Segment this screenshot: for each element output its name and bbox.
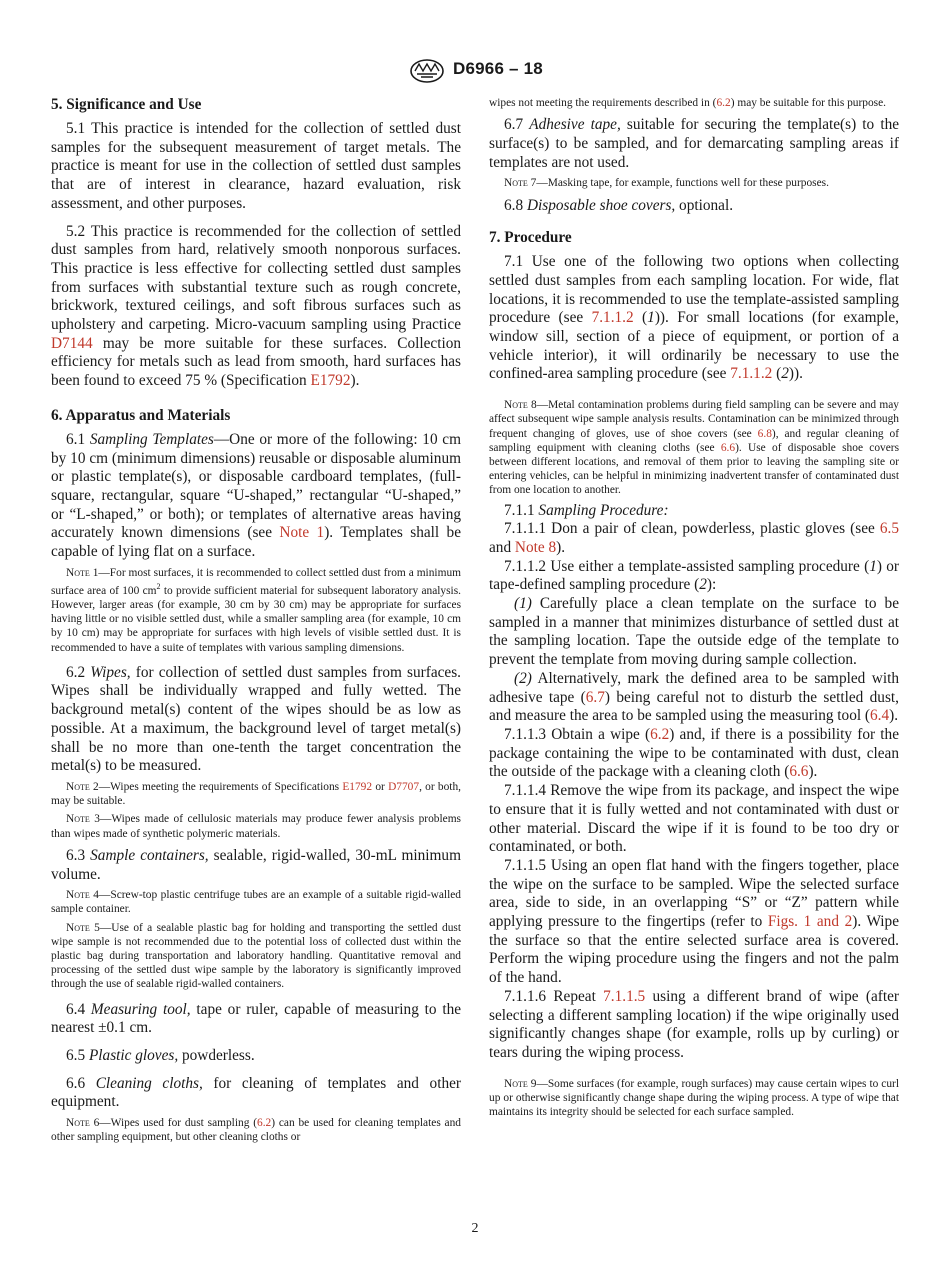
paragraph-6-3: 6.3 Sample containers, sealable, rigid-walled, 30-mL minimum volume. — [51, 846, 461, 883]
note-9: Note 9—Some surfaces (for example, rough surfaces) may cause certain wipes to curl up or otherwise significantly change shape during the wiping process. A type of wipe that maintains its integrity should be selected for each surface sampled. — [489, 1077, 899, 1119]
paragraph-7-1-1-6: 7.1.1.6 Repeat 7.1.1.5 using a different brand of wipe (after selecting a different sampling location) if the wipe originally used significantly changes shape (for example, rolls up by curling) or tears during the wiping process. — [489, 987, 899, 1061]
link-7-1-1-2-a[interactable]: 7.1.1.2 — [591, 309, 634, 327]
note-2: Note 2—Wipes meeting the requirements of Specifications E1792 or D7707, or both, may be suitable. — [51, 781, 462, 808]
note-1: Note 1—For most surfaces, it is recommended to collect settled dust from a minimum surface area of 100 $cm^2$ to provide sufficient material for subsequent laboratory analysis. However, larger areas (for example, 30 cm by 30 cm) may be appropriate for surfaces having little or no visible settled dust, while a smaller sampling area (for example, 10 cm by 10 cm) may be appropriate for surfaces with high levels of visible settled dust. It is recommended to have a suite of templates with various sampling dimensions. — [51, 566, 461, 654]
paragraph-5-2: 5.2 This practice is recommended for the collection of settled dust samples from hard, relatively smooth nonporous surfaces. This practice is less effective for collecting settled dust samples from surfaces with substantial texture such as rough concrete, brickwork, textured ceilings, and soft fibrous surfaces such as upholstery and carpeting. Micro-vacuum sampling using Practice D7144 may be more suitable for these surfaces. Collection efficiency for metals such as lead from smooth, hard surfaces has been found to exceed 75 % (Specification E1792). — [51, 222, 461, 390]
note-6-continued: wipes not meeting the requirements described in (6.2) may be suitable for this purpose. — [489, 97, 887, 109]
standard-designation: D6966 – 18 — [453, 59, 543, 78]
note-3: Note 3—Wipes made of cellulosic materials may produce fewer analysis problems than wipes made of synthetic polymeric materials. — [51, 813, 461, 840]
note-4: Note 4—Screw-top plastic centrifuge tubes are an example of a suitable rigid-walled sample container. — [51, 889, 461, 916]
link-6-8[interactable]: 6.8 — [757, 427, 772, 440]
link-note-8[interactable]: Note 8 — [514, 538, 557, 556]
link-7-1-1-5[interactable]: 7.1.1.5 — [603, 987, 646, 1005]
paragraph-5-1: 5.1 This practice is intended for the collection of settled dust samples for the subsequent measurement of target metals. The practice is meant for use in the collection of settled dust samples that are of interest in clearance, hazard evaluation, risk assessment, and other purposes. — [51, 120, 461, 212]
link-6-4[interactable]: 6.4 — [870, 707, 890, 725]
option-1-paragraph: (1) Carefully place a clean template on the surface to be sampled in a manner that minimizes disturbance of settled dust at the sampling location. Tape the outside edge of the template to prevent the template from moving during sample collection. — [489, 595, 899, 669]
paragraph-6-1: 6.1 Sampling Templates—One or more of the following: 10 cm by 10 cm (minimum dimensions) reusable or disposable aluminum or plastic template(s), or disposable cardboard templates, (full-square, rectangular, square “U-shaped,” rectangular “U-shaped,” or “L-shaped,” or both); or templates of alternative areas having accurately known dimensions (see Note 1). Templates shall be capable of lying flat on a surface. — [51, 430, 462, 561]
paragraph-6-2: 6.2 Wipes, for collection of settled dust samples from surfaces. Wipes shall be individually wrapped and fully wetted. The background metal(s) content of the wipes should be as low as possible. At a maximum, the background level of target metal(s) shall be no more than one-tenth the target concentration the metal(s) to be measured. — [51, 663, 461, 775]
note-6: Note 6—Wipes used for dust sampling (6.2) can be used for cleaning templates and other sampling equipment, but other cleaning cloths or — [51, 1117, 462, 1144]
left-column — [51, 96, 461, 1145]
paragraph-7-1-1-4: 7.1.1.4 Remove the wipe from its package, and inspect the wipe to ensure that it is fully wetted and not contaminated with dust or other material. Discard the wipe if it is found to be too dry or contaminated, or both. — [489, 782, 899, 856]
paragraph-7-1-1-3: 7.1.1.3 Obtain a wipe (6.2) and, if there is a possibility for the package containing the wipe to be contaminated with dust, clean the outside of the package with a cleaning cloth (6.6). — [489, 726, 899, 781]
link-d7144[interactable]: D7144 — [51, 334, 93, 352]
paragraph-6-6: 6.6 Cleaning cloths, for cleaning of templates and other equipment. — [51, 1074, 461, 1111]
note-7: Note 7—Masking tape, for example, functions well for these purposes. — [504, 177, 829, 190]
section-5-heading: 5. Significance and Use — [51, 96, 202, 113]
paragraph-7-1-1: 7.1.1 Sampling Procedure: — [504, 501, 669, 519]
page-number: 2 — [471, 1221, 479, 1236]
page-header — [0, 58, 950, 84]
paragraph-7-1-1-2: 7.1.1.2 Use either a template-assisted sampling procedure (1) or tape-defined sampling procedure (2): — [489, 557, 899, 594]
link-6-7[interactable]: 6.7 — [585, 688, 605, 706]
link-6-2[interactable]: 6.2 — [257, 1117, 272, 1130]
paragraph-7-1: 7.1 Use one of the following two options when collecting settled dust samples from each sampling location. For wide, flat locations, it is recommended to use the template-assisted sampling procedure (see 7.1.1.2 (1)). For small locations (for example, window sill, section of a piece of equipment, or portion of a vehicle interior), it will ordinarily be necessary to use the confined-area sampling procedure (see 7.1.1.2 (2)). — [489, 253, 899, 383]
section-7-heading: 7. Procedure — [489, 229, 572, 247]
link-7-1-1-2-b[interactable]: 7.1.1.2 — [730, 365, 773, 383]
link-6-2-cont[interactable]: 6.2 — [716, 97, 731, 109]
link-e1792[interactable]: E1792 — [310, 372, 351, 390]
section-6-heading: 6. Apparatus and Materials — [51, 406, 231, 424]
link-e1792-note[interactable]: E1792 — [342, 781, 373, 793]
link-6-6-b[interactable]: 6.6 — [789, 763, 809, 781]
astm-logo-icon — [409, 58, 445, 84]
paragraph-6-8: 6.8 Disposable shoe covers, optional. — [504, 196, 734, 214]
link-6-2-b[interactable]: 6.2 — [650, 726, 670, 743]
paragraph-6-5: 6.5 Plastic gloves, powderless. — [66, 1047, 255, 1065]
link-figs-1-2[interactable]: Figs. 1 and 2 — [767, 913, 853, 931]
link-d7707[interactable]: D7707 — [388, 781, 420, 793]
note-8: Note 8—Metal contamination problems during field sampling can be severe and may affect subsequent wipe sample analysis results. Contamination can be minimized through frequent changing of gloves, use of shoe covers (see 6.8), and regular cleaning of sampling equipment with cleaning cloths (see 6.6). Use of disposable shoe covers between different locations, and removal of them prior to leaving the sampling site or entering vehicles, can be helpful in minimizing inadvertent transfer of contaminated dust from one location to another. — [489, 399, 900, 497]
option-2-paragraph: (2) Alternatively, mark the defined area to be sampled with adhesive tape (6.7) being careful not to disturb the settled dust, and measure the area to be sampled using the measuring tool (6.4). — [489, 669, 899, 725]
link-6-5[interactable]: 6.5 — [879, 520, 899, 538]
paragraph-7-1-1-5: 7.1.1.5 Using an open flat hand with the fingers together, place the wipe on the surface to be sampled. Wipe the selected surface area, side to side, in an overlapping “S” or “Z” pattern while applying pressure to the fingertips (refer to Figs. 1 and 2). Wipe the surface so that the entire selected surface area is covered. Perform the wiping procedure using the fingers and not the palm of the hand. — [489, 856, 899, 987]
right-column — [489, 96, 899, 1119]
paragraph-6-7: 6.7 Adhesive tape, suitable for securing the template(s) to the surface(s) to be sampled, and for demarcating sampling areas if templates are not used. — [489, 116, 900, 171]
link-note-1[interactable]: Note 1 — [279, 524, 325, 542]
link-6-6[interactable]: 6.6 — [720, 441, 736, 454]
paragraph-6-4: 6.4 Measuring tool, tape or ruler, capable of measuring to the nearest ±0.1 cm. — [51, 1000, 462, 1037]
paragraph-7-1-1-1: 7.1.1.1 Don a pair of clean, powderless, plastic gloves (see 6.5 and Note 8). — [489, 520, 899, 556]
note-5: Note 5—Use of a sealable plastic bag for holding and transporting the settled dust wipe sample is not recommended due to the potential loss of collected dust within the plastic bag during transportation and laboratory handling. Quantitative removal and processing of the settled dust wipe sample by the laboratory is significantly improved through the use of sealable rigid-walled containers. — [51, 921, 461, 991]
